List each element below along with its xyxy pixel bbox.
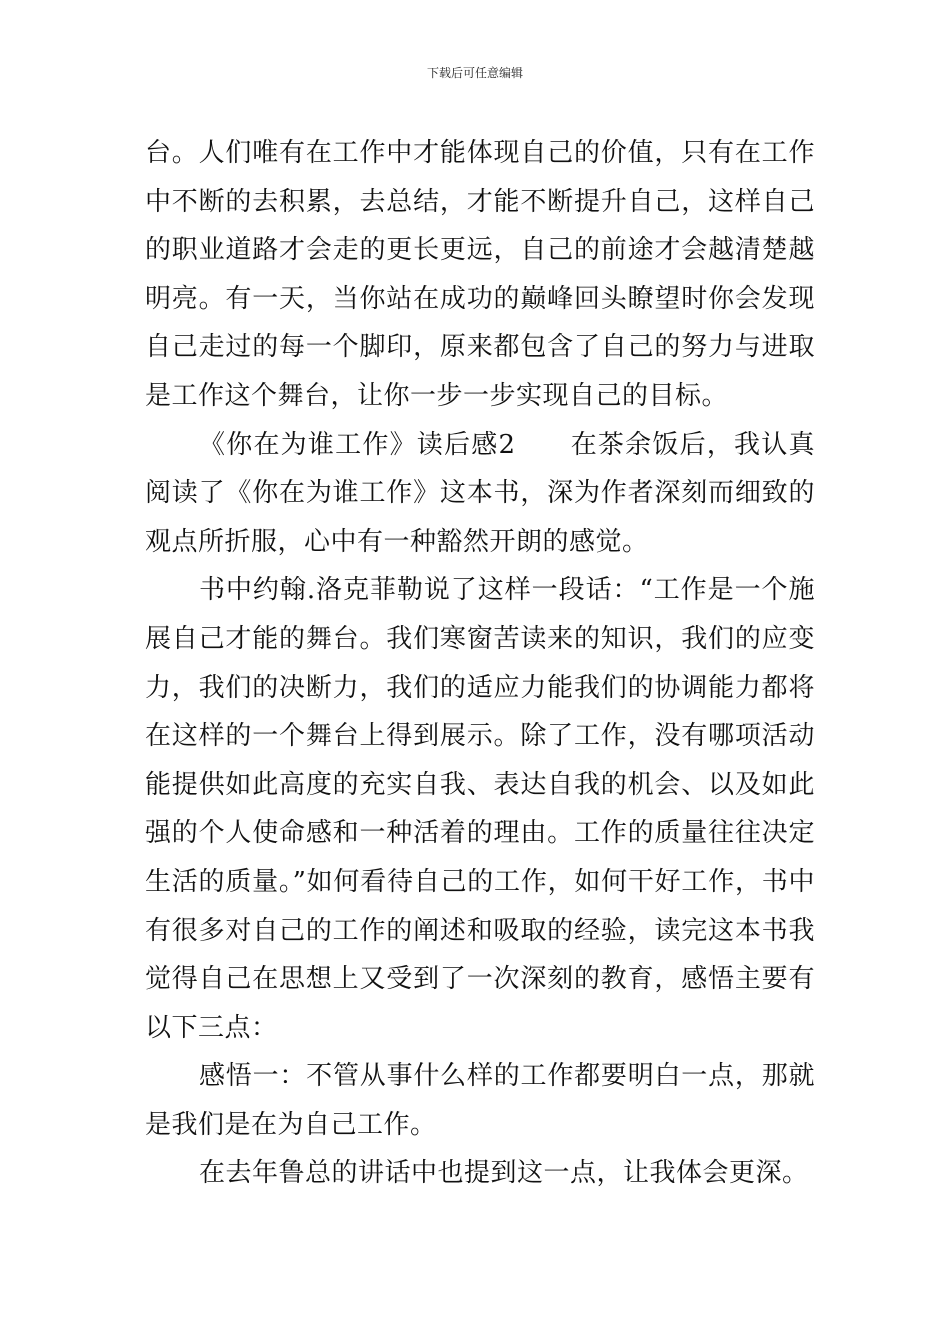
- paragraph-5: 在去年鲁总的讲话中也提到这一点，让我体会更深。: [199, 1158, 809, 1189]
- document-body: [145, 129, 815, 1198]
- paragraph-1: 台。人们唯有在工作中才能体现自己的价值，只有在工作中不断的去积累，去总结，才能不断提升自己，这样自己的职业道路才会走的更长更远，自己的前途才会越清楚越明亮。有一天，当你站在成功的巅峰回头瞭望时你会发现自己走过的每一个脚印，原来都包含了自己的努力与进取是工作这个舞台，让你一步一步实现自己的目标。: [145, 138, 815, 411]
- paragraph-4: 感悟一：不管从事什么样的工作都要明白一点，那就是我们是在为自己工作。: [145, 1061, 815, 1140]
- page-header: 下载后可任意编辑: [426, 66, 523, 80]
- paragraph-3: 书中约翰.洛克菲勒说了这样一段话：“工作是一个施展自己才能的舞台。我们寒窗苦读来的知识，我们的应变力，我们的决断力，我们的适应力能我们的协调能力都将在这样的一个舞台上得到展示。除了工作，没有哪项活动能提供如此高度的充实自我、表达自我的机会、以及如此强的个人使命感和一种活着的理由。工作的质量往往决定生活的质量。”如何看待自己的工作，如何干好工作，书中有很多对自己的工作的阐述和吸取的经验，读完这本书我觉得自己在思想上又受到了一次深刻的教育，感悟主要有以下三点：: [145, 575, 815, 1043]
- paragraph-2: 《你在为谁工作》读后感2 在茶余饭后，我认真阅读了《你在为谁工作》这本书，深为作者深刻而细致的观点所折服，心中有一种豁然开朗的感觉。: [145, 429, 815, 557]
